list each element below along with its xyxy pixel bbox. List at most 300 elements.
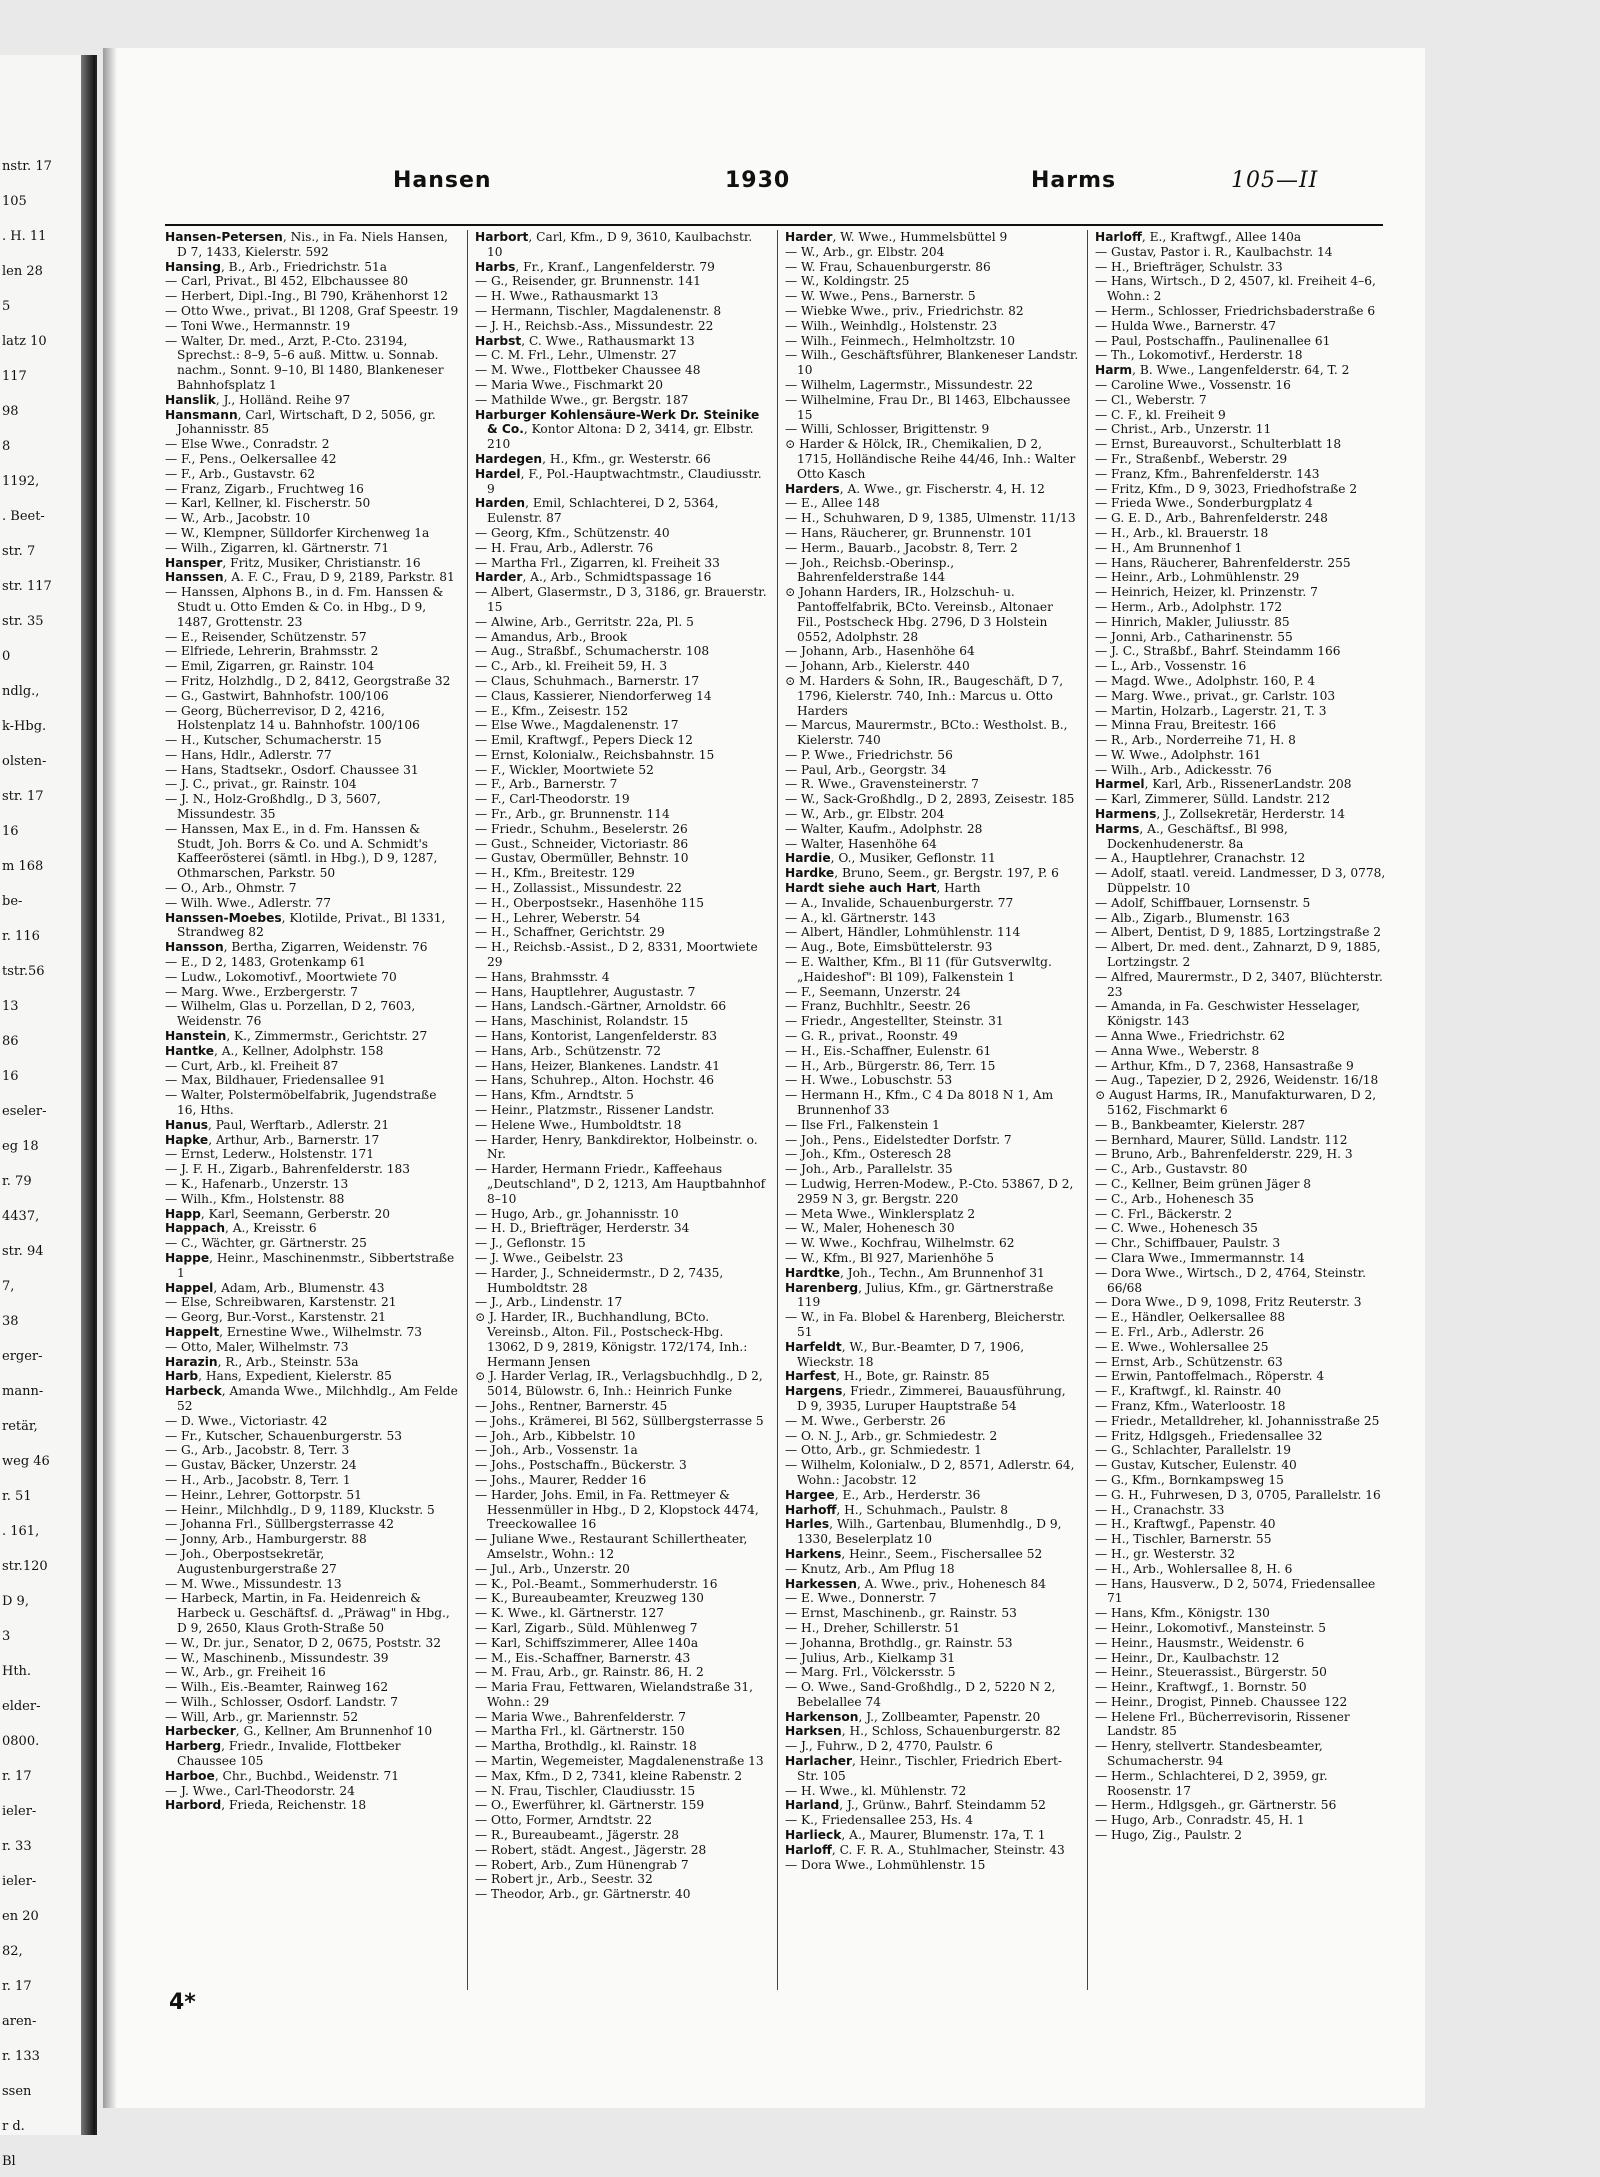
directory-entry: — Gustav, Bäcker, Unzerstr. 24 [165,1458,357,1473]
directory-entry: — H., Kraftwgf., Papenstr. 40 [1095,1517,1276,1532]
facing-page-fragment: 16 [2,824,19,839]
directory-entry: — Robert, städt. Angest., Jägerstr. 28 [475,1842,707,1857]
directory-entry: — M., Eis.-Schaffner, Barnerstr. 43 [475,1650,691,1665]
directory-entry: — O., Ewerführer, kl. Gärtnerstr. 159 [475,1798,705,1813]
directory-entry: — J. C., privat., gr. Rainstr. 104 [165,777,357,792]
directory-entry: — W. Frau, Schauenburgerstr. 86 [785,259,991,274]
directory-entry: Harmel, Karl, Arb., RissenerLandstr. 208 [1095,777,1352,792]
directory-entry: — Franz, Zigarb., Fruchtweg 16 [165,481,364,496]
directory-entry: — Hans, Maschinist, Rolandstr. 15 [475,1014,689,1029]
directory-entry: Hardke, Bruno, Seem., gr. Bergstr. 197, P. 6 [785,866,1059,881]
directory-entry: — Fr., Arb., gr. Brunnenstr. 114 [475,807,670,822]
directory-entry: — Willi, Schlosser, Brigittenstr. 9 [785,422,990,437]
directory-entry: Hapke, Arthur, Arb., Barnerstr. 17 [165,1132,380,1147]
directory-entry: — M. Wwe., Gerberstr. 26 [785,1413,946,1428]
directory-entry: — K. Wwe., kl. Gärtnerstr. 127 [475,1606,665,1621]
page-gutter-shadow [103,48,117,2108]
directory-entry: — Herbert, Dipl.-Ing., Bl 790, Krähenhorst 12 [165,289,449,304]
directory-entry: — R., Arb., Norderreihe 71, H. 8 [1095,733,1296,748]
directory-entry: — O. Wwe., Sand-Großhdlg., D 2, 5220 N 2, Bebelallee 74 [785,1680,1056,1709]
directory-entry: — Meta Wwe., Winklersplatz 2 [785,1206,976,1221]
directory-entry: Harfeldt, W., Bur.-Beamter, D 7, 1906, Wieckstr. 18 [785,1339,1025,1369]
directory-entry: — H. Wwe., Lobuschstr. 53 [785,1073,953,1088]
directory-entry: — H., Oberpostsekr., Hasenhöhe 115 [475,895,704,910]
directory-entry: Harden, Emil, Schlachterei, D 2, 5364, Eulenstr. 87 [475,496,719,526]
directory-entry: — Hans, Kfm., Königstr. 130 [1095,1606,1270,1621]
directory-entry: — Friedr., Angestellter, Steinstr. 31 [785,1014,1004,1029]
directory-entry: — Harder, Hermann Friedr., Kaffeehaus „Deutschland", D 2, 1213, Am Hauptbahnhof 8–10 [475,1162,766,1206]
header-year: 1930 [725,168,791,193]
directory-entry: — Max, Bildhauer, Friedensallee 91 [165,1073,386,1088]
directory-entry: — Wilh. Wwe., Adlerstr. 77 [165,895,331,910]
directory-entry: Harbeck, Amanda Wwe., Milchhdlg., Am Felde 52 [165,1384,458,1413]
directory-entry: — Max, Kfm., D 2, 7341, kleine Rabenstr. 2 [475,1768,743,1783]
directory-entry: — Hans, Brahmsstr. 4 [475,969,610,984]
facing-page-fragment: 105 [2,194,27,209]
directory-entry: — W., Dr. jur., Senator, D 2, 0675, Poststr. 32 [165,1635,441,1650]
directory-entry: Harkens, Heinr., Seem., Fischersallee 52 [785,1546,1043,1561]
directory-entry: — Clara Wwe., Immermannstr. 14 [1095,1250,1305,1265]
signature-mark: 4* [169,1990,196,2015]
facing-page-fragment: r d. [2,2119,25,2134]
facing-page-fragment: str. 35 [2,614,44,629]
directory-entry: Harbord, Frieda, Reichenstr. 18 [165,1798,367,1813]
facing-page-fragment: str. 117 [2,579,52,594]
directory-entry: Hansen-Petersen, Nis., in Fa. Niels Hansen, D 7, 1433, Kielerstr. 592 [165,230,449,259]
directory-entry: — Marg. Wwe., privat., gr. Carlstr. 103 [1095,688,1336,703]
directory-entry: — Heinr., Dr., Kaulbachstr. 12 [1095,1650,1280,1665]
entry-column-1 [165,230,459,1990]
directory-entry: — H., Briefträger, Schulstr. 33 [1095,259,1283,274]
directory-entry: Harmens, J., Zollsekretär, Herderstr. 14 [1095,807,1345,822]
directory-entry: — Knutz, Arb., Am Pflug 18 [785,1561,955,1576]
directory-entry: — J. N., Holz-Großhdlg., D 3, 5607, Missundestr. 35 [165,792,381,822]
directory-entry: — Hugo, Arb., Conradstr. 45, H. 1 [1095,1813,1305,1828]
directory-entry: — Ernst, Kolonialw., Reichsbahnstr. 15 [475,747,715,762]
directory-entry: — Hans, Kfm., Arndtstr. 5 [475,1088,634,1103]
directory-entry: — Else, Schreibwaren, Karstenstr. 21 [165,1295,397,1310]
directory-entry: Hansmann, Carl, Wirtschaft, D 2, 5056, gr. Johannisstr. 85 [165,407,436,437]
directory-entry: — F., Wickler, Moortwiete 52 [475,762,654,777]
directory-entry: — M. Wwe., Missundestr. 13 [165,1576,342,1591]
facing-page-fragment: r. 17 [2,1979,32,1994]
directory-entry: Harbecker, G., Kellner, Am Brunnenhof 10 [165,1724,433,1739]
directory-entry: — Wilh., Eis.-Beamter, Rainweg 162 [165,1680,389,1695]
directory-entry: — Henry, stellvertr. Standesbeamter, Schumacherstr. 94 [1095,1739,1323,1769]
directory-entry: — J. Wwe., Geibelstr. 23 [475,1250,624,1265]
facing-page-fragment: 4437, [2,1209,40,1224]
directory-entry: Harland, J., Grünw., Bahrf. Steindamm 52 [785,1798,1046,1813]
directory-entry: Hanssen, A. F. C., Frau, D 9, 2189, Parkstr. 81 [165,570,455,585]
directory-entry: — Ludw., Lokomotivf., Moortwiete 70 [165,969,397,984]
facing-page-fragment: ieler- [2,1804,37,1819]
directory-entry: — Hans, Heizer, Blankenes. Landstr. 41 [475,1058,720,1073]
facing-page-fragment: r. 133 [2,2049,40,2064]
facing-page-fragment: str. 94 [2,1244,44,1259]
directory-entry: — E., Allee 148 [785,496,880,511]
directory-entry: Hantke, A., Kellner, Adolphstr. 158 [165,1043,384,1058]
directory-entry: — H., Am Brunnenhof 1 [1095,540,1243,555]
facing-page-fragment: aren- [2,2014,37,2029]
directory-entry: — Gustav, Kutscher, Eulenstr. 40 [1095,1458,1297,1473]
directory-entry: — J. Wwe., Carl-Theodorstr. 24 [165,1783,355,1798]
directory-entry: — Christ., Arb., Unzerstr. 11 [1095,422,1272,437]
facing-page-fragment: r. 17 [2,1769,32,1784]
directory-entry: — Johs., Maurer, Redder 16 [475,1472,647,1487]
directory-entry: — H., Kutscher, Schumacherstr. 15 [165,733,382,748]
directory-entry: — Ernst, Bureauvorst., Schulterblatt 18 [1095,437,1342,452]
facing-page-fragment: 117 [2,369,27,384]
directory-entry: — H., Arb., Jacobstr. 8, Terr. 1 [165,1472,351,1487]
directory-entry: — Heinr., Kraftwgf., 1. Bornstr. 50 [1095,1680,1307,1695]
facing-page-fragment: str. 17 [2,789,44,804]
directory-entry: — Claus, Schuhmach., Barnerstr. 17 [475,673,700,688]
directory-entry: — Fritz, Hdlgsgeh., Friedensallee 32 [1095,1428,1323,1443]
directory-entry: — Heinr., Platzmstr., Rissener Landstr. [475,1103,715,1118]
directory-entry: — Helene Frl., Bücherrevisorin, Rissener Landstr. 85 [1095,1709,1350,1739]
directory-entry: — Jul., Arb., Unzerstr. 20 [475,1561,630,1576]
directory-entry: ⊙ J. Harder Verlag, IR., Verlagsbuchhdlg., D 2, 5014, Bülowstr. 6, Inh.: Heinrich Funke [475,1369,763,1399]
directory-entry: — Albert, Glasermstr., D 3, 3186, gr. Brauerstr. 15 [475,585,767,614]
directory-entry: — H., gr. Westerstr. 32 [1095,1546,1236,1561]
directory-entry: — W., Maler, Hohenesch 30 [785,1221,955,1236]
directory-entry: — Ludwig, Herren-Modew., P.-Cto. 53867, D 2, 2959 N 3, gr. Bergstr. 220 [785,1177,1074,1206]
directory-entry: — Ernst, Maschinenb., gr. Rainstr. 53 [785,1606,1017,1621]
directory-entry: — E., D 2, 1483, Grotenkamp 61 [165,955,366,970]
facing-page-fragment: ndlg., [2,684,40,699]
directory-entry: — H. D., Briefträger, Herderstr. 34 [475,1221,690,1236]
header-last-name: Harms [1031,168,1117,193]
directory-entry: — E. Wwe., Donnerstr. 7 [785,1591,937,1606]
directory-entry: Harbs, Fr., Kranf., Langenfelderstr. 79 [475,259,715,274]
directory-entry: — W. Wwe., Kochfrau, Wilhelmstr. 62 [785,1236,1015,1251]
facing-page-fragment: k-Hbg. [2,719,47,734]
directory-entry: Harders, A. Wwe., gr. Fischerstr. 4, H. 12 [785,481,1045,496]
directory-entry: — J. H., Reichsb.-Ass., Missundestr. 22 [475,318,714,333]
directory-entry: — J., Arb., Lindenstr. 17 [475,1295,623,1310]
directory-entry: — K., Friedensallee 253, Hs. 4 [785,1813,974,1828]
directory-entry: — Wilh., Schlosser, Osdorf. Landstr. 7 [165,1694,399,1709]
facing-page-fragment: 16 [2,1069,19,1084]
directory-entry: — Chr., Schiffbauer, Paulstr. 3 [1095,1236,1281,1251]
directory-entry: Harkenson, J., Zollbeamter, Papenstr. 20 [785,1709,1041,1724]
header-rule [165,224,1383,226]
directory-entry: — Anna Wwe., Weberstr. 8 [1095,1043,1260,1058]
directory-entry: — W. Wwe., Adolphstr. 161 [1095,747,1262,762]
directory-entry: — W., Koldingstr. 25 [785,274,910,289]
directory-entry: Hargee, E., Arb., Herderstr. 36 [785,1487,981,1502]
facing-page-fragment: Hth. [2,1664,32,1679]
directory-entry: — Magd. Wwe., Adolphstr. 160, P. 4 [1095,673,1316,688]
directory-entry: — L., Arb., Vossenstr. 16 [1095,659,1247,674]
directory-entry: — Joh., Reichsb.-Oberinsp., Bahrenfelderstraße 144 [785,555,955,585]
directory-entry: — N. Frau, Tischler, Claudiusstr. 15 [475,1783,696,1798]
directory-entry: — J. C., Straßbf., Bahrf. Steindamm 166 [1095,644,1341,659]
directory-entry: — Wilh., Arb., Adickesstr. 76 [1095,762,1272,777]
directory-entry: — H. Frau, Arb., Adlerstr. 76 [475,540,654,555]
directory-entry: — Herm., Schlachterei, D 2, 3959, gr. Roosenstr. 17 [1095,1768,1328,1798]
directory-entry: — Otto, Maler, Wilhelmstr. 73 [165,1339,349,1354]
directory-entry: — Dora Wwe., Lohmühlenstr. 15 [785,1857,986,1872]
directory-entry: — Jonni, Arb., Catharinenstr. 55 [1095,629,1293,644]
directory-entry: — Hugo, Zig., Paulstr. 2 [1095,1828,1243,1843]
facing-page-fragment: r. 116 [2,929,40,944]
directory-entry: — Hermann, Tischler, Magdalenenstr. 8 [475,303,722,318]
directory-entry: — Heinrich, Heizer, kl. Prinzenstr. 7 [1095,585,1318,600]
directory-entry: ⊙ Harder & Hölck, IR., Chemikalien, D 2, 1715, Holländische Reihe 44/46, Inh.: Walter Otto Kasch [785,437,1076,481]
directory-entry: — F., Kraftwgf., kl. Rainstr. 40 [1095,1384,1282,1399]
directory-entry: — E., Kfm., Zeisestr. 152 [475,703,629,718]
directory-entry: — C., Arb., Hohenesch 35 [1095,1191,1255,1206]
directory-entry: — Walter, Polstermöbelfabrik, Jugendstraße 16, Hths. [165,1088,437,1118]
directory-entry: — G. E. D., Arb., Bahrenfelderstr. 248 [1095,511,1328,526]
directory-entry: — Hans, Wirtsch., D 2, 4507, kl. Freiheit 4–6, Wohn.: 2 [1095,274,1376,304]
directory-entry: — Gustav, Obermüller, Behnstr. 10 [475,851,689,866]
facing-page-fragment: 86 [2,1034,19,1049]
directory-entry: — W., Maschinenb., Missundestr. 39 [165,1650,389,1665]
directory-entry: — Walter, Hasenhöhe 64 [785,836,937,851]
directory-entry: — Helene Wwe., Humboldtstr. 18 [475,1117,682,1132]
directory-entry: — Franz, Buchhltr., Seestr. 26 [785,999,971,1014]
directory-entry: — Herm., Schlosser, Friedrichsbaderstraße 6 [1095,303,1376,318]
facing-page-fragment: ssen [2,2084,32,2099]
facing-page-fragment: elder- [2,1699,41,1714]
entry-column-4 [1095,230,1387,1990]
facing-page-fragment: str. 7 [2,544,36,559]
directory-entry: — Hans, Hausverw., D 2, 5074, Friedensallee 71 [1095,1576,1376,1606]
directory-entry: — Heinr., Steuerassist., Bürgerstr. 50 [1095,1665,1327,1680]
directory-entry: — D. Wwe., Victoriastr. 42 [165,1413,328,1428]
directory-entry: — W., Sack-Großhdlg., D 2, 2893, Zeisestr. 185 [785,792,1075,807]
facing-page-fragment: 0800. [2,1734,40,1749]
directory-entry: — E. Frl., Arb., Adlerstr. 26 [1095,1324,1264,1339]
directory-entry: Hardel, F., Pol.-Hauptwachtmstr., Claudiusstr. 9 [475,466,762,496]
directory-entry: — Julius, Arb., Kielkamp 31 [785,1650,956,1665]
directory-entry: — Hinrich, Makler, Juliusstr. 85 [1095,614,1290,629]
directory-entry: Harazin, R., Arb., Steinstr. 53a [165,1354,359,1369]
directory-entry: — Georg, Kfm., Schützenstr. 40 [475,525,670,540]
directory-entry: — C. M. Frl., Lehr., Ulmenstr. 27 [475,348,677,363]
directory-entry: — Amanda, in Fa. Geschwister Hesselager, Königstr. 143 [1095,999,1360,1029]
directory-entry: — Paul, Postschaffn., Paulinenallee 61 [1095,333,1331,348]
directory-entry: — Caroline Wwe., Vossenstr. 16 [1095,377,1291,392]
directory-entry: — Adolf, staatl. vereid. Landmesser, D 3, 0778, Düppelstr. 10 [1095,866,1386,896]
directory-entry: — Martin, Wegemeister, Magdalenenstraße 13 [475,1754,764,1769]
directory-entry: — C., Wächter, gr. Gärtnerstr. 25 [165,1236,367,1251]
entry-column-3 [785,230,1079,1990]
directory-entry: — C., Kellner, Beim grünen Jäger 8 [1095,1177,1312,1191]
directory-entry: — K., Hafenarb., Unzerstr. 13 [165,1177,349,1191]
directory-entry: — Gust., Schneider, Victoriastr. 86 [475,836,689,851]
directory-entry: — Alb., Zigarb., Blumenstr. 163 [1095,910,1290,925]
directory-entry: — H., Kfm., Breitestr. 129 [475,866,635,881]
facing-page-fragment: . Beet- [2,509,45,524]
facing-page-fragment: eseler- [2,1104,47,1119]
directory-entry: — E. Walther, Kfm., Bl 11 (für Gutsverwltg. „Haideshof": Bl 109), Falkenstein 1 [785,955,1052,984]
directory-entry: — Hans, Stadtsekr., Osdorf. Chaussee 31 [165,762,419,777]
directory-entry: — Franz, Kfm., Bahrenfelderstr. 143 [1095,466,1320,481]
directory-entry: Harb, Hans, Expedient, Kielerstr. 85 [165,1369,392,1384]
directory-entry: Harbort, Carl, Kfm., D 9, 3610, Kaulbachstr. 10 [475,230,753,259]
directory-entry: — J., Fuhrw., D 2, 4770, Paulstr. 6 [785,1739,993,1754]
directory-entry: — Herm., Bauarb., Jacobstr. 8, Terr. 2 [785,540,1018,555]
facing-page-fragment: olsten- [2,754,47,769]
directory-entry: Hardt siehe auch Hart, Harth [785,881,981,896]
directory-entry: — Hans, Hauptlehrer, Augustastr. 7 [475,984,696,999]
directory-entry: Hardegen, H., Kfm., gr. Westerstr. 66 [475,451,711,466]
directory-entry: — Robert jr., Arb., Seestr. 32 [475,1872,653,1887]
directory-entry: — F., Carl-Theodorstr. 19 [475,792,630,807]
directory-entry: Harloff, C. F. R. A., Stuhlmacher, Steinstr. 43 [785,1842,1065,1857]
facing-page-fragment: r. 51 [2,1489,32,1504]
directory-entry: — W., Arb., gr. Elbstr. 204 [785,807,945,822]
facing-page-fragment: nstr. 17 [2,159,52,174]
directory-entry: — Johanna, Brothdlg., gr. Rainstr. 53 [785,1635,1013,1650]
directory-entry: — Wilhelm, Glas u. Porzellan, D 2, 7603, Weidenstr. 76 [165,999,416,1029]
directory-entry: — Maria Frau, Fettwaren, Wielandstraße 31, Wohn.: 29 [475,1680,754,1709]
directory-entry: — Johs., Rentner, Barnerstr. 45 [475,1398,668,1413]
directory-entry: — H., Eis.-Schaffner, Eulenstr. 61 [785,1043,992,1058]
directory-entry: — Alfred, Maurermstr., D 2, 3407, Blüchterstr. 23 [1095,969,1383,999]
directory-entry: — Georg, Bücherrevisor, D 2, 4216, Holstenplatz 14 u. Bahnhofstr. 100/106 [165,703,420,733]
directory-entry: ⊙ J. Harder, IR., Buchhandlung, BCto. Vereinsb., Alton. Fil., Postscheck-Hbg. 13062, D 9, 2819, Königstr. 172/174, Inh.: Hermann Jensen [475,1310,748,1369]
directory-entry: Harkessen, A. Wwe., priv., Hohenesch 84 [785,1576,1047,1591]
directory-entry: — Gustav, Pastor i. R., Kaulbachstr. 14 [1095,244,1333,259]
facing-page-fragment: be- [2,894,23,909]
directory-entry: — H., Schaffner, Gerichtstr. 29 [475,925,665,940]
directory-entry: — Martha Frl., Zigarren, kl. Freiheit 33 [475,555,720,570]
directory-entry: Happelt, Ernestine Wwe., Wilhelmstr. 73 [165,1324,422,1339]
directory-entry: Hardtke, Joh., Techn., Am Brunnenhof 31 [785,1265,1045,1280]
directory-entry: — Erwin, Pantoffelmach., Röperstr. 4 [1095,1369,1325,1384]
facing-page-fragment: Bl [2,2154,16,2169]
directory-entry: Harksen, H., Schloss, Schauenburgerstr. 82 [785,1724,1061,1739]
directory-entry: — H., Arb., Wohlersallee 8, H. 6 [1095,1561,1293,1576]
directory-entry: — B., Bankbeamter, Kielerstr. 287 [1095,1117,1306,1132]
directory-entry: — Fr., Kutscher, Schauenburgerstr. 53 [165,1428,402,1443]
directory-entry: — Harbeck, Martin, in Fa. Heidenreich & Harbeck u. Geschäftsf. d. „Präwag" in Hbg., D 9, 2650, Klaus Groth-Straße 50 [165,1591,450,1635]
directory-entry: Hanslik, J., Holländ. Reihe 97 [165,392,351,407]
directory-entry: — Friedr., Schuhm., Beselerstr. 26 [475,821,688,836]
directory-entry: Harder, W. Wwe., Hummelsbüttel 9 [785,230,1008,244]
directory-entry: — C. Wwe., Hohenesch 35 [1095,1221,1258,1236]
directory-entry: — Marg. Frl., Völckersstr. 5 [785,1665,956,1680]
directory-entry: — Harder, Henry, Bankdirektor, Holbeinstr. o. Nr. [475,1132,758,1162]
directory-entry: — Ilse Frl., Falkenstein 1 [785,1117,940,1132]
directory-entry: — Herm., Hdlgsgeh., gr. Gärtnerstr. 56 [1095,1798,1337,1813]
directory-entry: — Aug., Tapezier, D 2, 2926, Weidenstr. 16/18 [1095,1073,1379,1088]
directory-entry: — Franz, Kfm., Waterloostr. 18 [1095,1398,1286,1413]
directory-entry: Hansing, B., Arb., Friedrichstr. 51a [165,259,388,274]
directory-entry: Harboe, Chr., Buchbd., Weidenstr. 71 [165,1768,399,1783]
facing-page-fragment: 7, [2,1279,15,1294]
directory-entry: Hanstein, K., Zimmermstr., Gerichtstr. 27 [165,1029,428,1044]
directory-entry: — Hans, Hdlr., Adlerstr. 77 [165,747,332,762]
directory-entry: — Joh., Pens., Eidelstedter Dorfstr. 7 [785,1132,1012,1147]
book-gutter [81,55,95,2135]
directory-entry: — H., Arb., Bürgerstr. 86, Terr. 15 [785,1058,996,1073]
facing-page-fragment: 13 [2,999,19,1014]
directory-entry: — W., Arb., gr. Freiheit 16 [165,1665,326,1680]
facing-page-fragment: retär, [2,1419,38,1434]
directory-entry: — Wilh., Zigarren, kl. Gärtnerstr. 71 [165,540,390,555]
directory-entry: — Hans, Kontorist, Langenfelderstr. 83 [475,1029,718,1044]
running-header [103,168,1425,208]
directory-entry: Harburger Kohlensäure-Werk Dr. Steinike & Co., Kontor Altona: D 2, 3414, gr. Elbstr. 210 [475,407,760,452]
directory-entry: — Fritz, Kfm., D 9, 3023, Friedhofstraße 2 [1095,481,1358,496]
directory-entry: — C. F., kl. Freiheit 9 [1095,407,1226,422]
directory-entry: ⊙ August Harms, IR., Manufakturwaren, D 2, 5162, Fischmarkt 6 [1095,1088,1377,1118]
directory-entry: — Joh., Arb., Kibbelstr. 10 [475,1428,636,1443]
entry-column-2 [475,230,769,1990]
directory-entry: — Ernst, Arb., Schützenstr. 63 [1095,1354,1283,1369]
facing-page-fragment: D 9, [2,1594,29,1609]
column-divider [1087,230,1088,1990]
directory-entry: — Karl, Kellner, kl. Fischerstr. 50 [165,496,371,511]
directory-entry: Harbst, C. Wwe., Rathausmarkt 13 [475,333,695,348]
directory-entry: — Martin, Holzarb., Lagerstr. 21, T. 3 [1095,703,1327,718]
directory-entry: — G., Arb., Jacobstr. 8, Terr. 3 [165,1443,350,1458]
facing-page-edge [0,55,97,2169]
directory-entry: — Hans, Räucherer, gr. Brunnenstr. 101 [785,525,1033,540]
directory-entry: Harenberg, Julius, Kfm., gr. Gärtnerstraße 119 [785,1280,1054,1310]
directory-entry: — Hans, Arb., Schützenstr. 72 [475,1043,662,1058]
directory-entry: ⊙ Johann Harders, IR., Holzschuh- u. Pantoffelfabrik, BCto. Vereinsb., Altonaer Fil., Postscheck Hbg. 2796, D 3 Holstein 0552, Adolphstr. 28 [785,585,1053,644]
directory-entry: — G., Gastwirt, Bahnhofstr. 100/106 [165,688,389,703]
directory-entry: — Bernhard, Maurer, Sülld. Landstr. 112 [1095,1132,1348,1147]
directory-entry: — Wilh., Weinhdlg., Holstenstr. 23 [785,318,998,333]
directory-entry: — Heinr., Arb., Lohmühlenstr. 29 [1095,570,1300,585]
directory-entry: — W., Kfm., Bl 927, Marienhöhe 5 [785,1250,995,1265]
facing-page-fragment: 8 [2,439,11,454]
facing-page-fragment: 82, [2,1944,23,1959]
directory-entry: — Martha Frl., kl. Gärtnerstr. 150 [475,1724,685,1739]
facing-page-fragment: m 168 [2,859,44,874]
directory-entry: — E. Wwe., Wohlersallee 25 [1095,1339,1269,1354]
directory-entry: — G., Schlachter, Parallelstr. 19 [1095,1443,1292,1458]
directory-entry: — Jonny, Arb., Hamburgerstr. 88 [165,1532,367,1547]
directory-entry: — Dora Wwe., D 9, 1098, Fritz Reuterstr. 3 [1095,1295,1362,1310]
directory-entry: ⊙ M. Harders & Sohn, IR., Baugeschäft, D 7, 1796, Kielerstr. 740, Inh.: Marcus u. Otto Harders [785,673,1064,718]
directory-entry: — F., Seemann, Unzerstr. 24 [785,984,961,999]
directory-entry: — Hulda Wwe., Barnerstr. 47 [1095,318,1277,333]
directory-entry: Harfest, H., Bote, gr. Rainstr. 85 [785,1369,990,1384]
facing-page-fragment: 1192, [2,474,40,489]
directory-entry: — Hugo, Arb., gr. Johannisstr. 10 [475,1206,679,1221]
directory-entry: — Minna Frau, Breitestr. 166 [1095,718,1277,733]
column-divider [777,230,778,1990]
directory-entry: — H. Wwe., kl. Mühlenstr. 72 [785,1783,967,1798]
directory-entry: — Marg. Wwe., Erzbergerstr. 7 [165,984,358,999]
directory-entry: — M. Frau, Arb., gr. Rainstr. 86, H. 2 [475,1665,704,1680]
facing-page-fragment: erger- [2,1349,43,1364]
directory-entry: — A., Hauptlehrer, Cranachstr. 12 [1095,851,1306,866]
directory-entry: — Cl., Weberstr. 7 [1095,392,1207,407]
directory-entry: — G. H., Fuhrwesen, D 3, 0705, Parallelstr. 16 [1095,1487,1381,1502]
directory-entry: — Mathilde Wwe., gr. Bergstr. 187 [475,392,689,407]
directory-entry: — O. N. J., Arb., gr. Schmiedestr. 2 [785,1428,998,1443]
directory-entry: Harder, A., Arb., Schmidtspassage 16 [475,570,712,585]
directory-entry: Happach, A., Kreisstr. 6 [165,1221,317,1236]
directory-entry: — Karl, Zimmerer, Sülld. Landstr. 212 [1095,792,1331,807]
directory-entry: — P. Wwe., Friedrichstr. 56 [785,747,953,762]
directory-entry: — G., Reisender, gr. Brunnenstr. 141 [475,274,701,289]
directory-entry: Hanus, Paul, Werftarb., Adlerstr. 21 [165,1117,390,1132]
directory-entry: — Albert, Dentist, D 9, 1885, Lortzingstraße 2 [1095,925,1382,940]
directory-entry: Harms, A., Geschäftsf., Bl 998, Dockenhudenerstr. 8a [1095,821,1288,851]
directory-entry: — Heinr., Milchhdlg., D 9, 1189, Kluckstr. 5 [165,1502,435,1517]
facing-page-fragment: 98 [2,404,19,419]
